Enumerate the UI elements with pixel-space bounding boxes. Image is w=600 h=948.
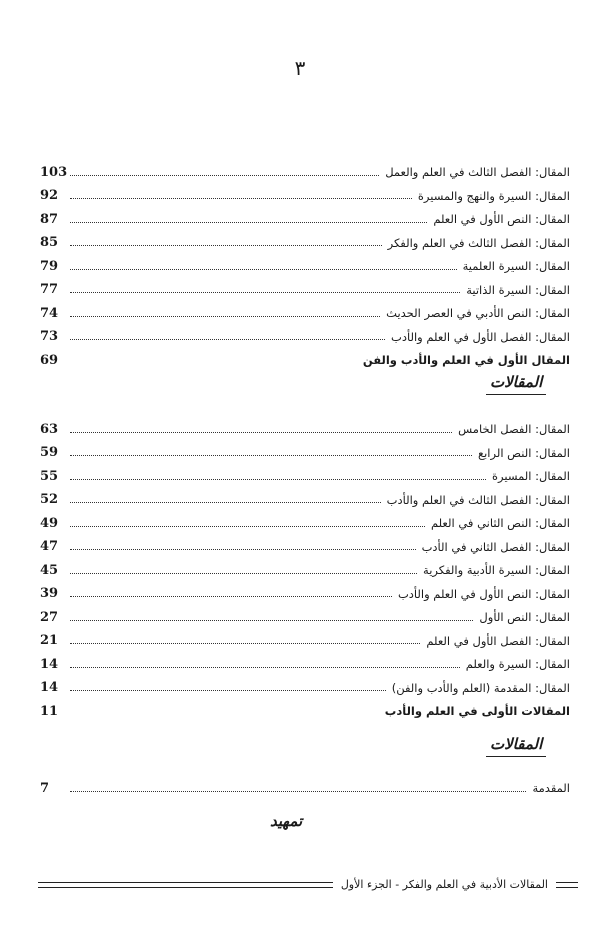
toc-row: [40, 296, 570, 320]
footer-rule-right: [556, 882, 578, 888]
toc-page-number: 103: [40, 164, 68, 180]
dot-leader: [70, 339, 385, 340]
toc-page-number: 87: [40, 211, 59, 227]
toc-page-number: 59: [40, 445, 59, 460]
dot-leader: [70, 573, 417, 574]
toc-page-number: 55: [40, 468, 59, 484]
dot-leader: [70, 198, 412, 199]
toc-entry-title: المقال: الفصل الثاني في الأدب: [421, 539, 570, 554]
closing-ornament: تمهيد: [270, 812, 303, 830]
toc-row: [40, 771, 570, 795]
toc-section-2: [40, 412, 570, 718]
toc-page-number: 69: [40, 352, 59, 368]
toc-row: [40, 624, 570, 648]
toc-row: [40, 553, 570, 577]
toc-entry-title: المقال: السيرة والنهج والمسيرة: [417, 188, 570, 203]
page-number: ٣: [294, 56, 306, 80]
dot-leader: [70, 620, 473, 621]
toc-entry-title: المقال: النص الأول في العلم: [433, 212, 570, 226]
toc-page-number: 73: [40, 329, 59, 344]
toc-page-number: 27: [40, 609, 59, 625]
toc-row: [40, 226, 570, 250]
toc-page-number: 39: [40, 586, 59, 601]
toc-row: [40, 459, 570, 483]
toc-row: [40, 155, 570, 179]
toc-entry-title: المقال: الفصل الأول في العلم والأدب: [391, 329, 570, 344]
section-ornament-2: المقالات: [486, 735, 546, 757]
toc-page-number: 77: [40, 282, 59, 297]
dot-leader: [70, 245, 382, 246]
toc-entry-title: المقال: النص الأول: [479, 610, 570, 624]
dot-leader: [70, 222, 427, 223]
toc-row: [40, 694, 570, 718]
dot-leader: [70, 292, 460, 293]
toc-page-number: 74: [40, 305, 59, 321]
toc-page-number: 21: [40, 633, 59, 648]
toc-row: [40, 671, 570, 695]
toc-row: [40, 202, 570, 226]
toc-entry-title: المقال: النص الرابع: [477, 445, 570, 460]
toc-entry-title: المقال: الفصل الخامس: [458, 422, 570, 436]
dot-leader: [70, 526, 425, 527]
toc-row: [40, 647, 570, 671]
toc-entry-title: المقال: الفصل الثالث في العلم والعمل: [385, 165, 570, 179]
dot-leader: [70, 316, 380, 317]
dot-leader: [70, 455, 472, 456]
toc-page-number: 85: [40, 235, 59, 250]
dot-leader: [70, 549, 416, 550]
toc-page-number: 11: [40, 703, 59, 719]
toc-row: [40, 506, 570, 530]
toc-page-number: 14: [40, 656, 59, 672]
dot-leader: [70, 667, 460, 668]
toc-page-number: 14: [40, 680, 59, 695]
toc-entry-title: المقالات الأولى في العلم والأدب: [384, 704, 570, 718]
toc-row: [40, 483, 570, 507]
toc-entry-title: المقال: السيرة العلمية: [462, 259, 570, 273]
toc-entry-title: المقال: السيرة الأدبية والفكرية: [423, 563, 570, 577]
toc-row: [40, 320, 570, 344]
toc-entry-title: المقال: الفصل الأول في العلم: [426, 633, 570, 648]
toc-page-number: 45: [40, 562, 59, 578]
dot-leader: [70, 432, 452, 433]
toc-page-number: 47: [40, 539, 59, 554]
toc-entry-title: المقال: النص الأدبي في العصر الحديث: [386, 306, 570, 320]
toc-page-number: 92: [40, 188, 59, 203]
toc-row: [40, 436, 570, 460]
footer: [38, 878, 578, 891]
toc-row: [40, 249, 570, 273]
dot-leader: [70, 269, 457, 270]
footer-rule-left: [38, 882, 333, 888]
toc-entry-title: المقال: السيرة والعلم: [465, 657, 570, 671]
toc-page-number: 49: [40, 515, 59, 531]
toc-entry-title: المقال: المسيرة: [491, 469, 570, 483]
toc-entry-title: المقال: النص الثاني في العلم: [430, 516, 570, 530]
toc-page-number: 7: [40, 780, 50, 796]
toc-entry-title: المقال: السيرة الذاتية: [466, 282, 570, 297]
toc-entry-title: المقال: الفصل الثالث في العلم والفكر: [387, 235, 570, 250]
toc-page-number: 52: [40, 492, 59, 507]
footer-text: المقالات الأدبية في العلم والفكر - الجزء الأول: [340, 878, 548, 891]
dot-leader: [70, 791, 526, 792]
toc-row: [40, 530, 570, 554]
dot-leader: [70, 502, 381, 503]
toc-page-number: 63: [40, 421, 59, 437]
section-ornament-1: المقالات: [486, 373, 546, 395]
dot-leader: [70, 175, 379, 176]
toc-page-number: 79: [40, 258, 59, 274]
toc-row: [40, 577, 570, 601]
toc-entry-title: المقال: الفصل الثالث في العلم والأدب: [386, 492, 570, 507]
toc-row: [40, 179, 570, 203]
toc-entry-title: المقال: النص الأول في العلم والأدب: [397, 586, 570, 601]
toc-row: [40, 273, 570, 297]
dot-leader: [70, 479, 486, 480]
dot-leader: [70, 643, 420, 644]
toc-entry-title: المقال الأول في العلم والأدب والفن: [362, 353, 570, 367]
dot-leader: [70, 596, 392, 597]
toc-entry-title: المقدمة: [532, 781, 570, 795]
toc-section-3: [40, 771, 570, 795]
toc-entry-title: المقال: المقدمة (العلم والأدب والفن): [391, 680, 570, 695]
dot-leader: [70, 690, 386, 691]
toc-row: [40, 412, 570, 436]
toc-section-1: [40, 155, 570, 367]
toc-row: [40, 343, 570, 367]
toc-row: [40, 600, 570, 624]
